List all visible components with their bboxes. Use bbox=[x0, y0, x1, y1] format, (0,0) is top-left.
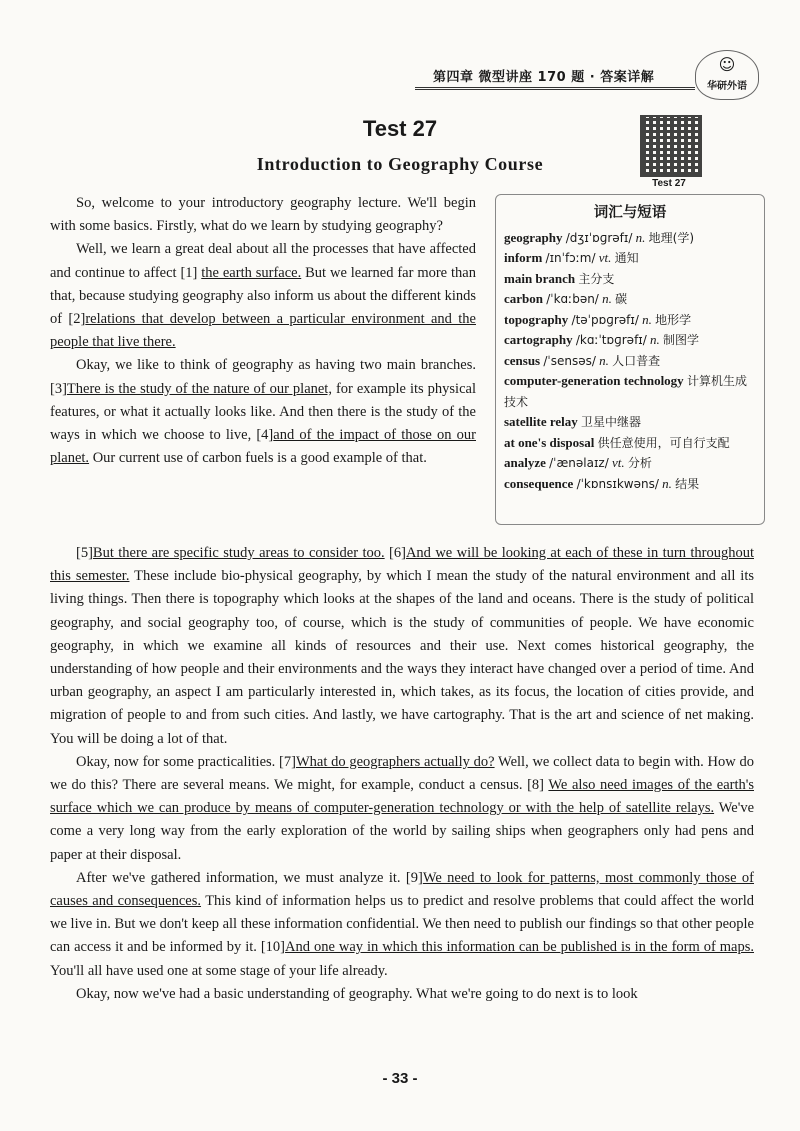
vocab-item: analyze /ˈænəlaɪz/ vt. 分析 bbox=[504, 455, 652, 470]
qr-code-icon[interactable] bbox=[640, 115, 702, 177]
vocab-item: satellite relay 卫星中继器 bbox=[504, 414, 642, 429]
vocabulary-title: 词汇与短语 bbox=[593, 205, 667, 221]
vocab-item: cartography /kɑːˈtɒɡrəfɪ/ n. 制图学 bbox=[504, 332, 700, 347]
answer-4: and of the impact of those on our planet. bbox=[50, 427, 476, 467]
vocab-item: topography /təˈpɒɡrəfɪ/ n. 地形学 bbox=[504, 311, 692, 327]
vocab-item: inform /ɪnˈfɔːm/ vt. 通知 bbox=[504, 250, 639, 265]
paragraph: Okay, now we've had a basic understanding of geography. What we're going to do next is to look bbox=[76, 985, 638, 1002]
vocab-item: computer-generation technology 计算机生成技术 bbox=[504, 373, 747, 409]
answer-1: the earth surface. bbox=[201, 264, 302, 281]
chapter-header: 第四章 微型讲座 170 题 · 答案详解 bbox=[415, 68, 695, 90]
vocabulary-box bbox=[495, 194, 765, 525]
paragraph: Well, we learn a great deal about all the processes that have affected and continue to affect [1] the earth surface. But we learned far more than that, because studying geography also inform us about the different kinds of [2]relations that develop between a particular environment and the people that live there. bbox=[50, 241, 476, 351]
answer-8: We also need images of the earth's surface which we can produce by means of computer-generation technology or with the help of satellite relays. bbox=[50, 777, 754, 817]
logo-face-icon: ☺ bbox=[718, 55, 736, 74]
page-subtitle: Introduction to Geography Course bbox=[256, 154, 544, 174]
vocab-item: consequence /ˈkɒnsɪkwəns/ n. 结果 bbox=[504, 475, 700, 491]
paragraph: Okay, now for some practicalities. [7]What do geographers actually do? Well, we collect data to begin with. How do we do this? There are several means. We might, for example, conduct a census. [8] We also need images of the earth's surface which we can produce by means of computer-generation technology or with the help of satellite relays. We've come a very long way from the early exploration of the world by sailing ships when geographers only had pens and paper at their disposal. bbox=[50, 753, 755, 863]
answer-6: And we will be looking at each of these in turn throughout this semester. bbox=[50, 545, 754, 585]
paragraph: So, welcome to your introductory geography lecture. We'll begin with some basics. Firstly, what do we learn by studying geography? bbox=[50, 195, 476, 235]
lecture-text-full bbox=[50, 542, 754, 1006]
vocab-item: geography /dʒɪˈɒɡrəfɪ/ n. 地理(学) bbox=[504, 229, 695, 245]
vocabulary-list bbox=[504, 228, 756, 495]
logo-text: 华研外语 bbox=[707, 81, 747, 92]
answer-3: There is the study of the nature of our planet, bbox=[66, 380, 332, 397]
answer-10: And one way in which this information can be published is in the form of maps. bbox=[285, 939, 754, 956]
vocab-item: main branch 主分支 bbox=[504, 270, 615, 286]
lecture-text-left bbox=[50, 192, 476, 470]
paragraph: After we've gathered information, we must analyze it. [9]We need to look for patterns, most commonly those of causes and consequences. This kind of information helps us to predict and resolve problems that could affect the world we live in. But we don't keep all these information confidential. We then need to publish our findings so that other people can access it and be informed by it. [10]And one way in which this information can be published is in the form of maps. You'll all have used one at some stage of your life already. bbox=[50, 869, 754, 979]
qr-label: Test 27 bbox=[652, 178, 686, 189]
vocab-item: carbon /ˈkɑːbən/ n. 碳 bbox=[504, 291, 628, 306]
vocab-item: census /ˈsensəs/ n. 人口普查 bbox=[504, 352, 661, 368]
answer-5: But there are specific study areas to consider too. bbox=[92, 545, 385, 561]
vocab-item: at one's disposal 供任意使用，可自行支配 bbox=[504, 434, 730, 450]
answer-7: What do geographers actually do? bbox=[295, 753, 495, 770]
answer-9: We need to look for patterns, most commonly those of causes and consequences. bbox=[50, 869, 754, 910]
publisher-logo bbox=[695, 50, 759, 100]
paragraph: Okay, we like to think of geography as having two main branches. [3]There is the study of the nature of our planet, for example its physical features, or what it actually looks like. And then there is the study of the ways in which we choose to live, [4]and of the impact of those on our planet. Our current use of carbon fuels is a good example of that. bbox=[50, 357, 476, 467]
page-number: - 33 - bbox=[382, 1070, 418, 1087]
page-title: Test 27 bbox=[362, 116, 438, 141]
answer-2: relations that develop between a particular environment and the people that live there. bbox=[50, 311, 476, 351]
paragraph: [5]But there are specific study areas to consider too. [6]And we will be looking at each of these in turn throughout this semester. These include bio-physical geography, by which I mean the study of the natural environment and all its living things. Then there is topography which looks at the shapes of the land and oceans. There is the study of political geography, and social geography too, of course, which is the study of communities of people. We have economic geography, in which we examine all kinds of resources and their use. Next comes historical geography, the understanding of how people and their environments and the ways they interact have changed over a period of time. And urban geography, an aspect I am particularly interested in, which takes, as its focus, the location of cities provide, and migration of people to and from such cities. And lastly, we have cartography. That is the art and science of net making. You will be doing a lot of that. bbox=[50, 545, 754, 747]
